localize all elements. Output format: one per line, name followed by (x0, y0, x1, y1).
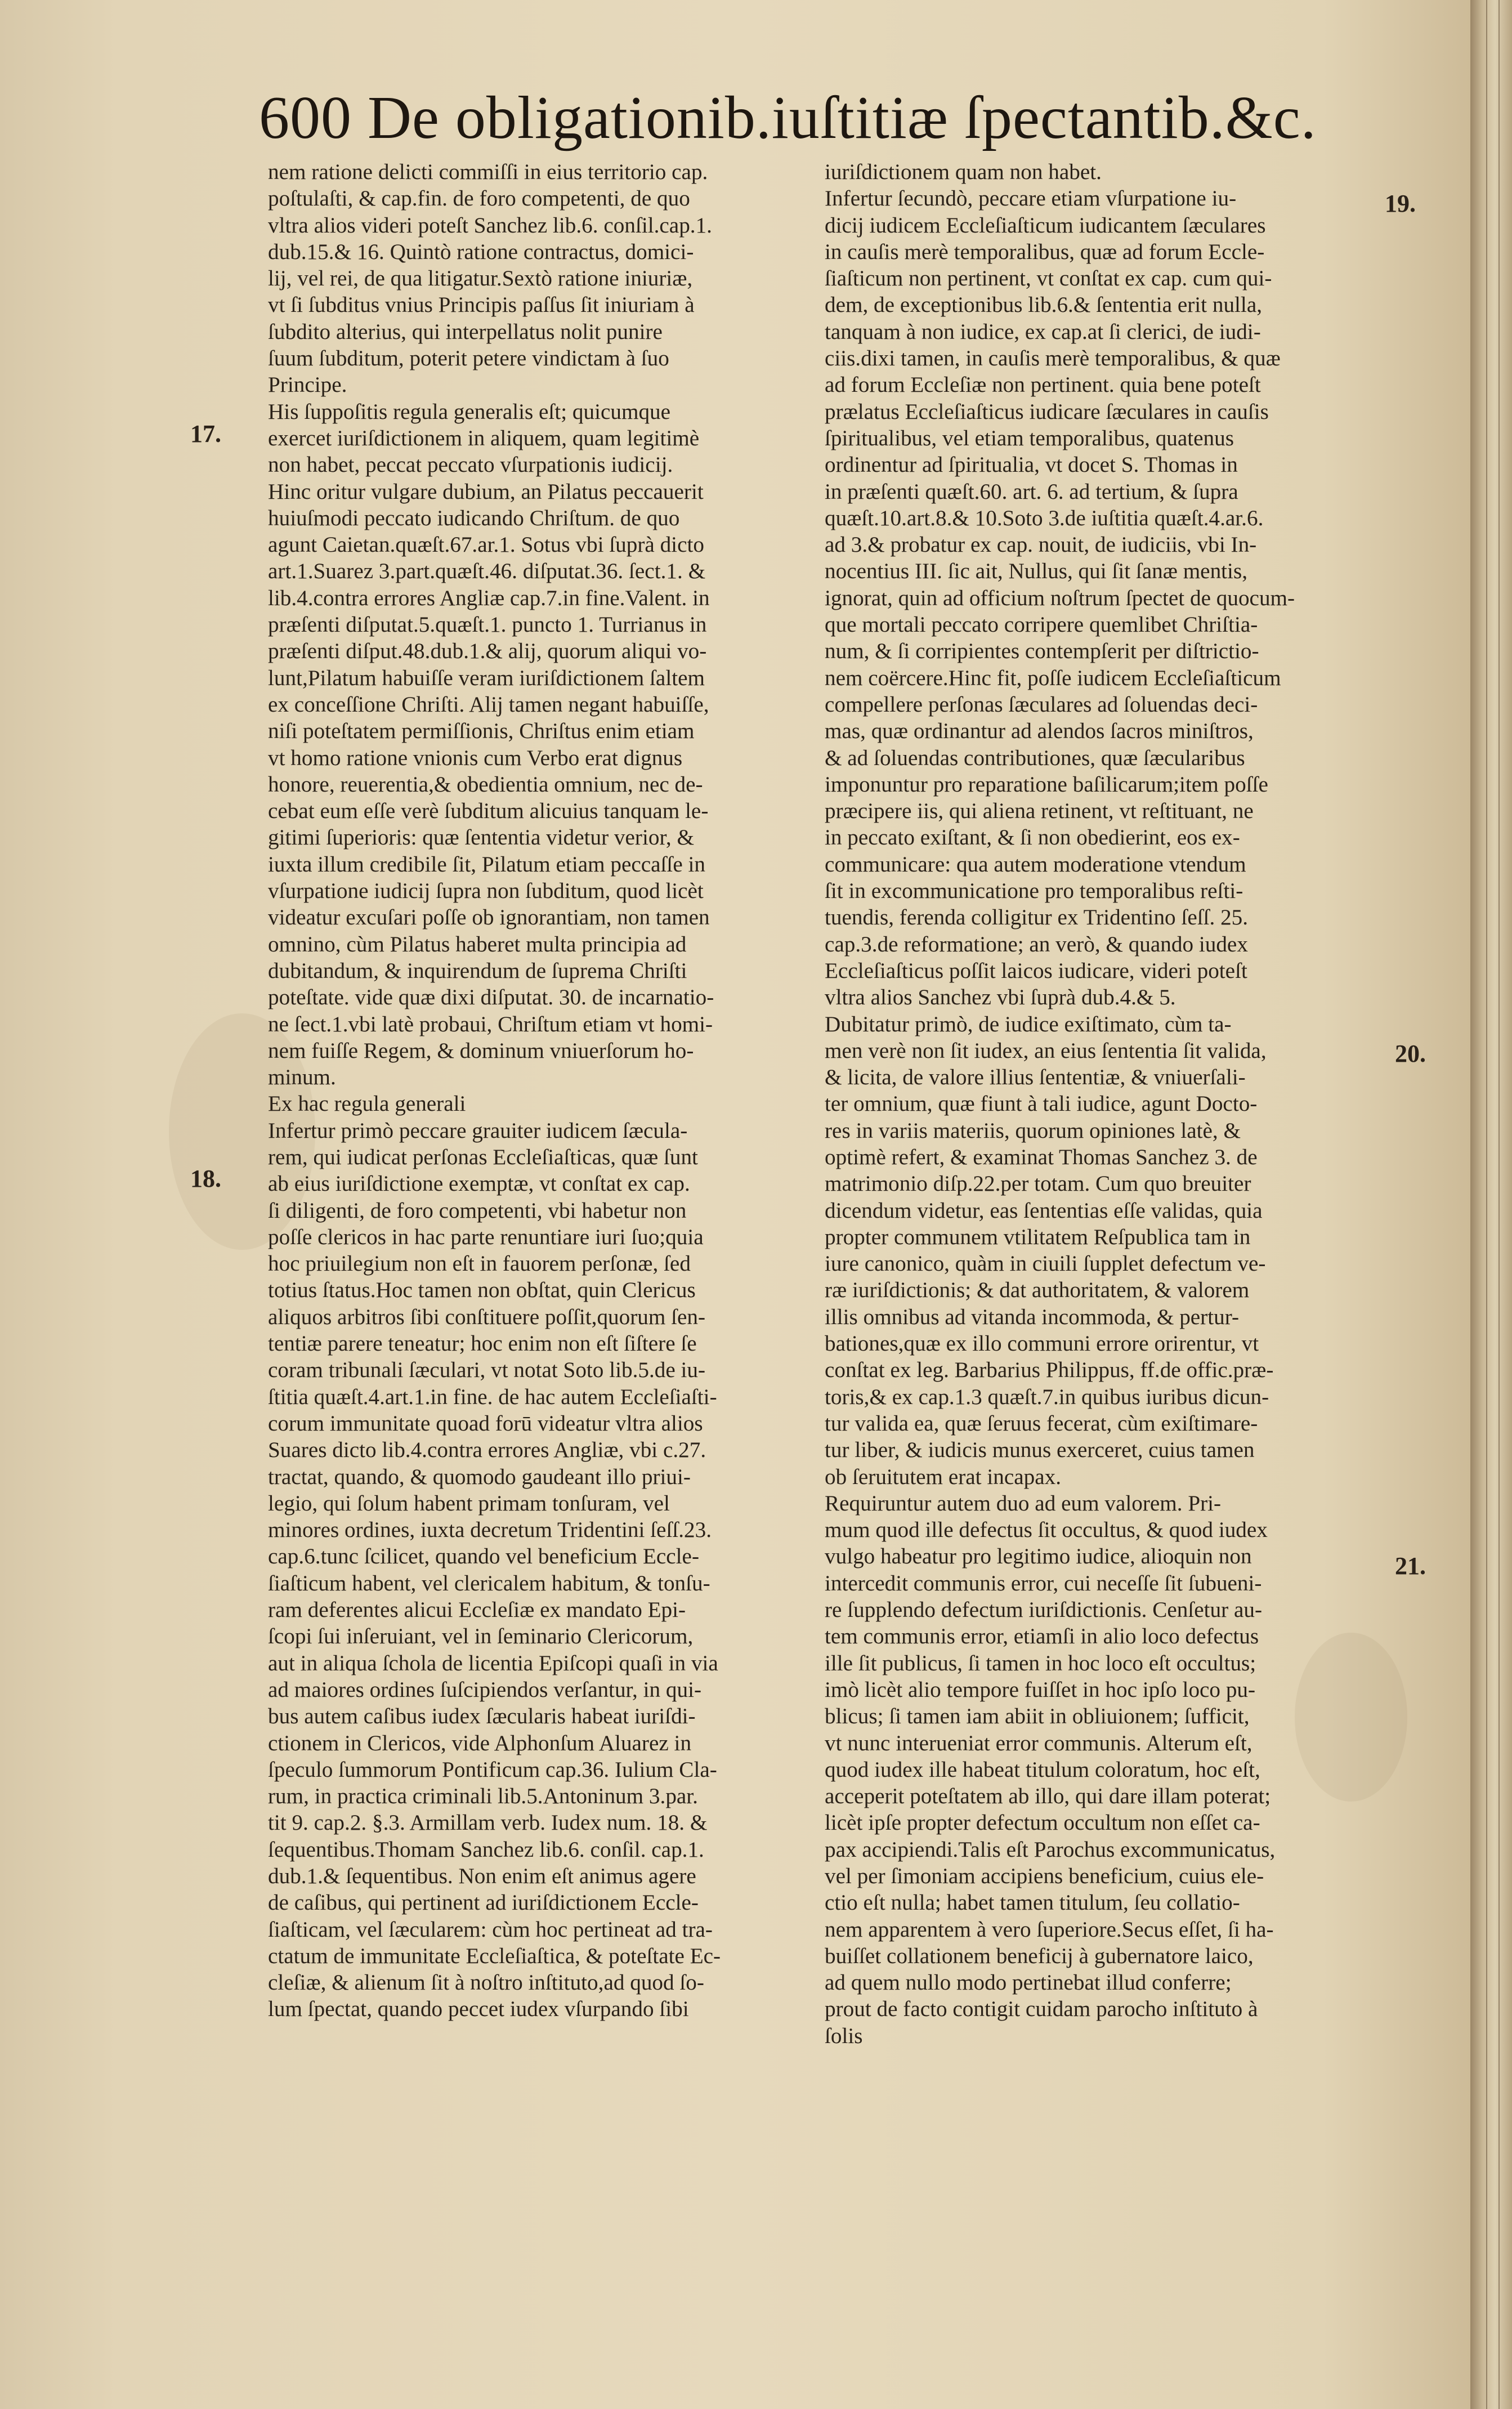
text-line: ctatum de immunitate Eccleſiaſtica, & poteſtate Ec- (268, 1943, 721, 1968)
text-line: ter omnium, quæ fiunt à tali iudice, agunt Docto- (825, 1092, 1258, 1116)
text-line: cap.3.de reformatione; an verò, & quando iudex (825, 932, 1248, 957)
text-line: Infertur ſecundò, peccare etiam vſurpatione iu- (825, 186, 1237, 211)
text-line: ignorat, quin ad officium noſtrum ſpectet de quocum- (825, 586, 1295, 610)
text-line: legio, qui ſolum habent primam tonſuram, vel (268, 1491, 670, 1516)
text-line: lij, vel rei, de qua litigatur.Sextò ratione iniuriæ, (268, 266, 693, 291)
text-line: niſi poteſtatem permiſſionis, Chriſtus enim etiam (268, 719, 695, 744)
text-line: de caſibus, qui pertinent ad iuriſdictionem Eccle- (268, 1890, 699, 1915)
text-line: vltra alios Sanchez vbi ſuprà dub.4.& 5. (825, 985, 1176, 1010)
text-line: ne ſect.1.vbi latè probaui, Chriſtum etiam vt homi- (268, 1012, 713, 1036)
text-line: ad forum Eccleſiæ non pertinent. quia bene poteſt (825, 373, 1261, 397)
text-line: ſiaſticum habent, vel clericalem habitum, & tonſu- (268, 1571, 710, 1595)
text-line: bus autem caſibus iudex ſæcularis habeat iuriſdi- (268, 1704, 696, 1729)
text-line: imò licèt alio tempore fuiſſet in hoc ipſo loco pu- (825, 1677, 1256, 1702)
text-line: Eccleſiaſticus poſſit laicos iudicare, videri poteſt (825, 958, 1247, 983)
text-line: licèt ipſe propter defectum occultum non eſſet ca- (825, 1811, 1260, 1835)
text-line: ſiaſticum non pertinent, vt conſtat ex cap. cum qui- (825, 266, 1272, 291)
text-line: vt ſi ſubditus vnius Principis paſſus ſit iniuriam à (268, 293, 695, 318)
text-line: toris,& ex cap.1.3 quæſt.7.in quibus iuribus dicun- (825, 1384, 1269, 1409)
text-line: videatur excuſari poſſe ob ignorantiam, non tamen (268, 905, 710, 930)
text-line: quæſt.10.art.8.& 10.Soto 3.de iuſtitia quæſt.4.ar.6. (825, 506, 1264, 530)
text-line: nem apparentem à vero ſuperiore.Secus eſſet, ſi ha- (825, 1917, 1274, 1942)
text-line: propter communem vtilitatem Reſpublica tam in (825, 1224, 1251, 1249)
text-line: corum immunitate quoad forū videatur vltra alios (268, 1411, 703, 1436)
text-line: Suares dicto lib.4.contra errores Angliæ, vbi c.27. (268, 1438, 706, 1463)
text-line: Dubitatur primò, de iudice exiſtimato, cùm ta- (825, 1012, 1232, 1036)
text-line: hoc priuilegium non eſt in fauorem perſonæ, ſed (268, 1252, 691, 1276)
text-line: ſiaſticam, vel ſæcularem: cùm hoc pertineat ad tra- (268, 1917, 713, 1942)
text-line: vulgo habeatur pro legitimo iudice, alioquin non (825, 1544, 1252, 1569)
text-line: matrimonio diſp.22.per totam. Cum quo breuiter (825, 1172, 1251, 1196)
text-line: in præſenti quæſt.60. art. 6. ad tertium, & ſupra (825, 479, 1238, 504)
text-line: ex conceſſione Chriſti. Alij tamen negant habuiſſe, (268, 692, 709, 717)
text-line: pax accipiendi.Talis eſt Parochus excommunicatus, (825, 1837, 1276, 1862)
text-line: dicendum videtur, eas ſententias eſſe validas, quia (825, 1198, 1263, 1223)
text-line: art.1.Suarez 3.part.quæſt.46. diſputat.36. ſect.1. & (268, 559, 706, 584)
text-line: lum ſpectat, quando peccet iudex vſurpando ſibi (268, 1997, 689, 2022)
text-line: buiſſet collationem beneficij à gubernatore laico, (825, 1943, 1254, 1968)
text-line: poſtulaſti, & cap.fin. de foro competenti, de quo (268, 186, 690, 211)
text-line: præſenti diſput.48.dub.1.& alij, quorum aliqui vo- (268, 639, 707, 664)
text-line: ſpiritualibus, vel etiam temporalibus, quatenus (825, 426, 1234, 450)
text-line: poſſe clericos in hac parte renuntiare iuri ſuo;quia (268, 1224, 704, 1249)
running-title: De obligationib.iuſtitiæ ſpectantib.&c. (368, 84, 1317, 151)
left-text-column (268, 159, 796, 2023)
text-line: tur valida ea, quæ ſeruus fecerat, cùm exiſtimare- (825, 1411, 1258, 1436)
text-line: ad quem nullo modo pertinebat illud conferre; (825, 1970, 1232, 1995)
running-header (259, 79, 1351, 158)
text-line: præcipere iis, qui aliena retinent, vt reſtituant, ne (825, 799, 1254, 824)
text-line: aut in aliqua ſchola de licentia Epiſcopi quaſi in via (268, 1651, 718, 1675)
text-line: quod iudex ille habeat titulum coloratum, hoc eſt, (825, 1757, 1260, 1782)
text-line: cleſiæ, & alienum ſit à noſtro inſtituto,ad quod ſo- (268, 1970, 704, 1995)
text-line: iuxta illum credibile ſit, Pilatum etiam peccaſſe in (268, 852, 705, 877)
text-line: tuendis, ferenda colligitur ex Tridentino ſeſſ. 25. (825, 905, 1249, 930)
text-line: intercedit communis error, cui neceſſe ſit ſubueni- (825, 1571, 1262, 1595)
margin-number: 20. (1395, 1040, 1426, 1067)
text-line: re ſupplendo defectum iuriſdictionis. Cenſetur au- (825, 1598, 1262, 1623)
text-line: coram tribunali ſæculari, vt notat Soto lib.5.de iu- (268, 1358, 706, 1383)
text-line: vt homo ratione vnionis cum Verbo erat dignus (268, 745, 683, 770)
text-line: nocentius III. ſic ait, Nullus, qui ſit ſanæ mentis, (825, 559, 1247, 584)
text-line: gitimi ſuperioris: quæ ſententia videtur verior, & (268, 825, 694, 850)
text-line: ctionem in Clericos, vide Alphonſum Aluarez in (268, 1731, 692, 1755)
text-line: prælatus Eccleſiaſticus iudicare ſæculares in cauſis (825, 399, 1269, 424)
text-line: in peccato exiſtant, & ſi non obedierint, eos ex- (825, 825, 1240, 850)
text-line: ſuum ſubditum, poterit petere vindictam à ſuo (268, 346, 669, 371)
text-line: ille ſit publicus, ſi tamen in hoc loco eſt occultus; (825, 1651, 1256, 1675)
text-line: honore, reuerentia,& obedientia omnium, nec de- (268, 772, 703, 797)
text-line: Requiruntur autem duo ad eum valorem. Pri- (825, 1491, 1222, 1516)
text-line: blicus; ſi tamen iam abiit in obliuionem; ſufficit, (825, 1704, 1250, 1729)
text-line: minores ordines, iuxta decretum Tridentini ſeſſ.23. (268, 1518, 712, 1543)
text-line: ob ſeruitutem erat incapax. (825, 1464, 1062, 1489)
text-line: cap.6.tunc ſcilicet, quando vel beneficium Eccle- (268, 1544, 699, 1569)
text-line: & licita, de valore illius ſententiæ, & vniuerſali- (825, 1065, 1246, 1090)
text-line: in cauſis merè temporalibus, quæ ad forum Eccle- (825, 239, 1265, 264)
text-line: nem fuiſſe Regem, & dominum vniuerſorum ho- (268, 1038, 694, 1063)
text-line: ſcopi ſui inſeruiant, vel in ſeminario Clericorum, (268, 1624, 694, 1649)
margin-number: 18. (190, 1165, 221, 1192)
text-line: ſit in excommunicatione pro temporalibus reſti- (825, 879, 1243, 904)
text-line: prout de facto contigit cuidam parocho inſtituto à (825, 1997, 1258, 2022)
text-line: ſolis (825, 2023, 863, 2048)
page-edge-line (1498, 0, 1500, 2409)
text-line: ad 3.& probatur ex cap. nouit, de iudiciis, vbi In- (825, 533, 1257, 557)
text-line: lunt,Pilatum habuiſſe veram iuriſdictionem ſaltem (268, 665, 705, 690)
text-line: communicare: qua autem moderatione vtendum (825, 852, 1246, 877)
text-line: optimè refert, & examinat Thomas Sanchez 3. de (825, 1145, 1258, 1169)
text-line: ræ iuriſdictionis; & dat authoritatem, & valorem (825, 1278, 1250, 1303)
text-line: dem, de exceptionibus lib.6.& ſententia erit nulla, (825, 293, 1263, 318)
text-line: tanquam à non iudice, ex cap.at ſi clerici, de iudi- (825, 319, 1261, 344)
text-line: dubitandum, & inquirendum de ſuprema Chriſti (268, 958, 687, 983)
text-line: dicij iudicem Eccleſiaſticum iudicantem ſæculares (825, 213, 1266, 238)
page-edge-line (1486, 0, 1487, 2409)
text-line: & ad ſoluendas contributiones, quæ ſæcularibus (825, 745, 1245, 770)
text-line: tit 9. cap.2. §.3. Armillam verb. Iudex num. 18. & (268, 1811, 708, 1835)
text-line: non habet, peccat peccato vſurpationis iudicij. (268, 453, 673, 477)
text-line: ſtitia quæſt.4.art.1.in fine. de hac autem Eccleſiaſti- (268, 1384, 717, 1409)
text-line: exercet iuriſdictionem in aliquem, quam legitimè (268, 426, 700, 450)
text-line: compellere perſonas ſæculares ad ſoluendas deci- (825, 692, 1258, 717)
text-line: tem communis error, etiamſi in alio loco defectus (825, 1624, 1259, 1649)
text-line: ram deferentes alicui Eccleſiæ ex mandato Epi- (268, 1598, 686, 1623)
text-line: lib.4.contra errores Angliæ cap.7.in fine.Valent. in (268, 586, 710, 610)
text-line: Principe. (268, 373, 347, 397)
text-line: num, & ſi corripientes contempſerit per diſtrictio- (825, 639, 1259, 664)
text-line: nem coërcere.Hinc fit, poſſe iudicem Eccleſiaſticum (825, 665, 1281, 690)
text-line: acceperit poteſtatem ab illo, qui dare illam poterat; (825, 1784, 1271, 1809)
text-line: nem ratione delicti commiſſi in eius territorio cap. (268, 160, 708, 184)
text-line: aliquos arbitros ſibi conſtituere poſſit,quorum ſen- (268, 1304, 706, 1329)
text-line: bationes,quæ ex illo communi errore orirentur, vt (825, 1331, 1259, 1356)
text-line: tentiæ parere teneatur; hoc enim non eſt ſiſtere ſe (268, 1331, 697, 1356)
text-line: vt nunc interueniat error communis. Alterum eſt, (825, 1731, 1252, 1755)
text-line: illis omnibus ad vitanda incommoda, & pertur- (825, 1304, 1240, 1329)
text-line: ſi diligenti, de foro competenti, vbi habetur non (268, 1198, 687, 1223)
text-line: ctio eſt nulla; habet tamen titulum, ſeu collatio- (825, 1890, 1240, 1915)
text-line: imponuntur pro reparatione baſilicarum;item poſſe (825, 772, 1268, 797)
text-line: rum, in practica criminali lib.5.Antoninum 3.par. (268, 1784, 698, 1809)
text-line: vltra alios videri poteſt Sanchez lib.6. conſil.cap.1. (268, 213, 712, 238)
text-line: minum. (268, 1065, 336, 1090)
text-line: mas, quæ ordinantur ad alendos ſacros miniſtros, (825, 719, 1254, 744)
text-line: ab eius iuriſdictione exemptæ, vt conſtat ex cap. (268, 1172, 690, 1196)
text-line: rem, qui iudicat perſonas Eccleſiaſticas, quæ ſunt (268, 1145, 698, 1169)
text-line: ſequentibus.Thomam Sanchez lib.6. conſil. cap.1. (268, 1837, 704, 1862)
page-edge (1470, 0, 1512, 2409)
page-number: 600 (259, 84, 352, 151)
text-line: Hinc oritur vulgare dubium, an Pilatus peccauerit (268, 479, 704, 504)
margin-number: 17. (190, 420, 221, 448)
text-line: dub.1.& ſequentibus. Non enim eſt animus agere (268, 1864, 696, 1888)
text-line: cebat eum eſſe verè ſubditum alicuius tanquam le- (268, 799, 709, 824)
text-line: ordinentur ad ſpiritualia, vt docet S. Thomas in (825, 453, 1238, 477)
text-line: ad maiores ordines ſuſcipiendos verſantur, in qui- (268, 1677, 702, 1702)
text-line: omnino, cùm Pilatus haberet multa principia ad (268, 932, 687, 957)
text-line: poteſtate. vide quæ dixi diſputat. 30. de incarnatio- (268, 985, 714, 1010)
text-line: tractat, quando, & quomodo gaudeant illo priui- (268, 1464, 691, 1489)
text-line: His ſuppoſitis regula generalis eſt; quicumque (268, 399, 671, 424)
text-line: ciis.dixi tamen, in cauſis merè temporalibus, & quæ (825, 346, 1281, 371)
margin-number: 21. (1395, 1552, 1426, 1580)
text-line: huiuſmodi peccato iudicando Chriſtum. de quo (268, 506, 680, 530)
text-line: tur liber, & iudicis munus exerceret, cuius tamen (825, 1438, 1255, 1463)
text-line: men verè non ſit iudex, an eius ſententia ſit valida, (825, 1038, 1267, 1063)
margin-number: 19. (1385, 190, 1416, 217)
text-line: que mortali peccato corripere quemlibet Chriſtia- (825, 613, 1258, 637)
text-line: vel per ſimoniam accipiens beneficium, cuius ele- (825, 1864, 1264, 1888)
text-line: Ex hac regula generali (268, 1092, 466, 1116)
text-line: totius ſtatus.Hoc tamen non obſtat, quin Clericus (268, 1278, 696, 1303)
right-text-column (825, 159, 1351, 2049)
text-line: præſenti diſputat.5.quæſt.1. puncto 1. Turrianus in (268, 613, 707, 637)
text-line: dub.15.& 16. Quintò ratione contractus, domici- (268, 239, 694, 264)
text-line: Infertur primò peccare grauiter iudicem ſæcula- (268, 1118, 688, 1143)
text-line: vſurpatione iudicij ſupra non ſubditum, quod licèt (268, 879, 704, 904)
text-line: agunt Caietan.quæſt.67.ar.1. Sotus vbi ſuprà dicto (268, 533, 704, 557)
text-line: iuriſdictionem quam non habet. (825, 160, 1102, 184)
text-line: ſpeculo ſummorum Pontificum cap.36. Iulium Cla- (268, 1757, 717, 1782)
text-line: res in variis materiis, quorum opiniones latè, & (825, 1118, 1241, 1143)
text-line: ſubdito alterius, qui interpellatus nolit punire (268, 319, 663, 344)
text-line: conſtat ex leg. Barbarius Philippus, ff.de offic.præ- (825, 1358, 1274, 1383)
text-line: iure canonico, quàm in ciuili ſupplet defectum ve- (825, 1252, 1266, 1276)
text-line: mum quod ille defectus ſit occultus, & quod iudex (825, 1518, 1268, 1543)
